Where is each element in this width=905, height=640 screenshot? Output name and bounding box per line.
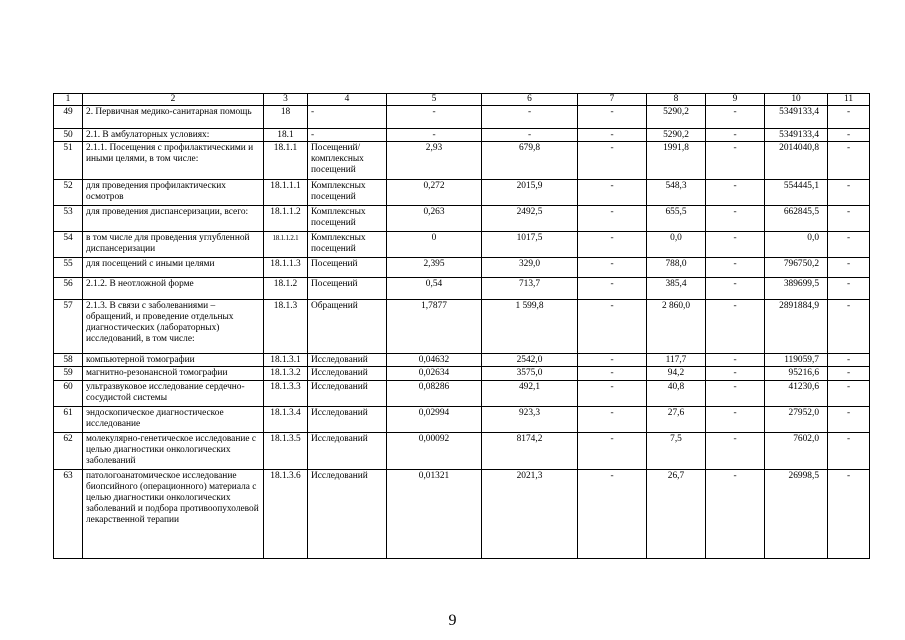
unit-cell: Посещений [308,278,387,300]
table-row [54,354,870,367]
col9-cell: - [706,129,765,142]
unit-cell: Обращений [308,300,387,354]
cost-cell: 1 599,8 [482,300,578,354]
col9-cell: - [706,232,765,258]
row-number-cell: 51 [54,142,83,180]
indicator-name-cell: в том числе для проведения углубленной диспансеризации [83,232,264,258]
table-row [54,433,870,470]
unit-cell: Исследований [308,470,387,559]
indicator-name-cell: 2.1. В амбулаторных условиях: [83,129,264,142]
col8-cell: 0,0 [647,232,706,258]
indicator-name-cell: для проведения диспансеризации, всего: [83,206,264,232]
total-cell: 0,0 [765,232,828,258]
col11-cell: - [828,300,870,354]
total-cell: 2891884,9 [765,300,828,354]
norm-cell: 0,02994 [387,407,482,433]
indicator-name-cell: 2.1.1. Посещения с профилактическими и иными целями, в том числе: [83,142,264,180]
col8-cell: 7,5 [647,433,706,470]
col9-cell: - [706,300,765,354]
col11-cell: - [828,278,870,300]
cost-cell: 492,1 [482,381,578,407]
data-table [53,93,870,559]
code-cell: 18.1.3.4 [264,407,308,433]
col11-cell: - [828,407,870,433]
col9-cell: - [706,381,765,407]
col9-cell: - [706,258,765,278]
norm-cell: 0,54 [387,278,482,300]
norm-cell: 0,02634 [387,367,482,381]
table-row [54,129,870,142]
col9-cell: - [706,142,765,180]
table-row [54,142,870,180]
table-row [54,367,870,381]
cost-cell: 2015,9 [482,180,578,206]
cost-cell: 679,8 [482,142,578,180]
unit-cell: Комплексных посещений [308,206,387,232]
table-header-row [54,94,870,106]
header-cell: 11 [828,94,870,106]
table-row [54,381,870,407]
col11-cell: - [828,206,870,232]
col11-cell: - [828,106,870,129]
col11-cell: - [828,142,870,180]
col9-cell: - [706,367,765,381]
col9-cell: - [706,354,765,367]
code-cell: 18.1.3.1 [264,354,308,367]
col8-cell: 94,2 [647,367,706,381]
col8-cell: 788,0 [647,258,706,278]
norm-cell: 0 [387,232,482,258]
unit-cell: Комплексных посещений [308,180,387,206]
code-cell: 18.1.1 [264,142,308,180]
indicator-name-cell: для посещений с иными целями [83,258,264,278]
cost-cell: 329,0 [482,258,578,278]
header-cell: 10 [765,94,828,106]
unit-cell: - [308,106,387,129]
norm-cell: 0,272 [387,180,482,206]
unit-cell: Исследований [308,354,387,367]
col11-cell: - [828,129,870,142]
col8-cell: 2 860,0 [647,300,706,354]
row-number-cell: 52 [54,180,83,206]
indicator-name-cell: патологоанатомическое исследование биопсийного (операционного) материала с целью диагностики онкологических заболеваний и подбора противоопухолевой лекарственной терапии [83,470,264,559]
cost-cell: 3575,0 [482,367,578,381]
col8-cell: 40,8 [647,381,706,407]
code-cell: 18.1.1.1 [264,180,308,206]
row-number-cell: 58 [54,354,83,367]
unit-cell: Комплексных посещений [308,232,387,258]
col7-cell: - [578,381,647,407]
total-cell: 95216,6 [765,367,828,381]
row-number-cell: 62 [54,433,83,470]
indicator-name-cell: 2.1.2. В неотложной форме [83,278,264,300]
unit-cell: Исследований [308,433,387,470]
table-row [54,407,870,433]
col11-cell: - [828,232,870,258]
row-number-cell: 50 [54,129,83,142]
cost-cell: 8174,2 [482,433,578,470]
total-cell: 554445,1 [765,180,828,206]
col8-cell: 5290,2 [647,129,706,142]
norm-cell: 0,04632 [387,354,482,367]
cost-cell: 713,7 [482,278,578,300]
code-cell: 18.1.1.3 [264,258,308,278]
table-row [54,258,870,278]
unit-cell: - [308,129,387,142]
header-cell: 1 [54,94,83,106]
code-cell: 18.1.3.2 [264,367,308,381]
unit-cell: Посещений/ комплексных посещений [308,142,387,180]
total-cell: 2014040,8 [765,142,828,180]
row-number-cell: 56 [54,278,83,300]
col9-cell: - [706,407,765,433]
row-number-cell: 63 [54,470,83,559]
norm-cell: 0,00092 [387,433,482,470]
col7-cell: - [578,180,647,206]
row-number-cell: 60 [54,381,83,407]
unit-cell: Исследований [308,367,387,381]
cost-cell: 2542,0 [482,354,578,367]
col7-cell: - [578,300,647,354]
total-cell: 119059,7 [765,354,828,367]
col7-cell: - [578,367,647,381]
col9-cell: - [706,433,765,470]
table-row [54,206,870,232]
col9-cell: - [706,470,765,559]
col7-cell: - [578,354,647,367]
indicator-name-cell: магнитно-резонансной томографии [83,367,264,381]
indicator-name-cell: 2. Первичная медико-санитарная помощь [83,106,264,129]
unit-cell: Исследований [308,407,387,433]
indicator-name-cell: эндоскопическое диагностическое исследование [83,407,264,433]
col7-cell: - [578,106,647,129]
row-number-cell: 54 [54,232,83,258]
col7-cell: - [578,407,647,433]
total-cell: 5349133,4 [765,106,828,129]
cost-cell: 1017,5 [482,232,578,258]
table-row [54,300,870,354]
col11-cell: - [828,354,870,367]
norm-cell: - [387,106,482,129]
col9-cell: - [706,206,765,232]
page-number: 9 [448,612,457,629]
indicator-name-cell: 2.1.3. В связи с заболеваниями – обращений, и проведение отдельных диагностических (лабораторных) исследований, в том числе: [83,300,264,354]
total-cell: 27952,0 [765,407,828,433]
table-body [54,94,870,559]
row-number-cell: 49 [54,106,83,129]
cost-cell: 923,3 [482,407,578,433]
code-cell: 18.1.1.2 [264,206,308,232]
col9-cell: - [706,180,765,206]
norm-cell: - [387,129,482,142]
col11-cell: - [828,180,870,206]
col8-cell: 27,6 [647,407,706,433]
col7-cell: - [578,206,647,232]
norm-cell: 0,01321 [387,470,482,559]
col7-cell: - [578,258,647,278]
total-cell: 7602,0 [765,433,828,470]
code-cell: 18.1.2 [264,278,308,300]
header-cell: 9 [706,94,765,106]
col7-cell: - [578,129,647,142]
col11-cell: - [828,367,870,381]
col11-cell: - [828,433,870,470]
col8-cell: 5290,2 [647,106,706,129]
col7-cell: - [578,278,647,300]
indicator-name-cell: для проведения профилактических осмотров [83,180,264,206]
table-row [54,470,870,559]
cost-cell: - [482,106,578,129]
col11-cell: - [828,470,870,559]
cost-cell: 2492,5 [482,206,578,232]
col7-cell: - [578,142,647,180]
row-number-cell: 53 [54,206,83,232]
table-row [54,278,870,300]
header-cell: 6 [482,94,578,106]
col11-cell: - [828,381,870,407]
col8-cell: 548,3 [647,180,706,206]
col8-cell: 117,7 [647,354,706,367]
row-number-cell: 57 [54,300,83,354]
col7-cell: - [578,433,647,470]
code-cell: 18.1.3.3 [264,381,308,407]
col9-cell: - [706,278,765,300]
col8-cell: 385,4 [647,278,706,300]
col8-cell: 26,7 [647,470,706,559]
unit-cell: Посещений [308,258,387,278]
row-number-cell: 59 [54,367,83,381]
col8-cell: 655,5 [647,206,706,232]
norm-cell: 2,395 [387,258,482,278]
table-row [54,232,870,258]
table-row [54,106,870,129]
header-cell: 3 [264,94,308,106]
header-cell: 4 [308,94,387,106]
col11-cell: - [828,258,870,278]
header-cell: 7 [578,94,647,106]
code-cell: 18.1.3.6 [264,470,308,559]
indicator-name-cell: молекулярно-генетическое исследование с целью диагностики онкологических заболеваний [83,433,264,470]
cost-cell: 2021,3 [482,470,578,559]
cost-cell: - [482,129,578,142]
header-cell: 5 [387,94,482,106]
norm-cell: 0,263 [387,206,482,232]
unit-cell: Исследований [308,381,387,407]
code-cell: 18.1 [264,129,308,142]
total-cell: 5349133,4 [765,129,828,142]
indicator-name-cell: компьютерной томографии [83,354,264,367]
row-number-cell: 55 [54,258,83,278]
norm-cell: 2,93 [387,142,482,180]
col9-cell: - [706,106,765,129]
total-cell: 26998,5 [765,470,828,559]
row-number-cell: 61 [54,407,83,433]
header-cell: 8 [647,94,706,106]
header-cell: 2 [83,94,264,106]
code-cell: 18.1.3.5 [264,433,308,470]
table-row [54,180,870,206]
indicator-name-cell: ультразвуковое исследование сердечно-сосудистой системы [83,381,264,407]
col7-cell: - [578,470,647,559]
total-cell: 389699,5 [765,278,828,300]
total-cell: 41230,6 [765,381,828,407]
code-cell: 18 [264,106,308,129]
total-cell: 796750,2 [765,258,828,278]
col7-cell: - [578,232,647,258]
code-cell: 18.1.3 [264,300,308,354]
norm-cell: 1,7877 [387,300,482,354]
code-cell: 18.1.1.2.1 [264,232,308,258]
norm-cell: 0,08286 [387,381,482,407]
col8-cell: 1991,8 [647,142,706,180]
total-cell: 662845,5 [765,206,828,232]
